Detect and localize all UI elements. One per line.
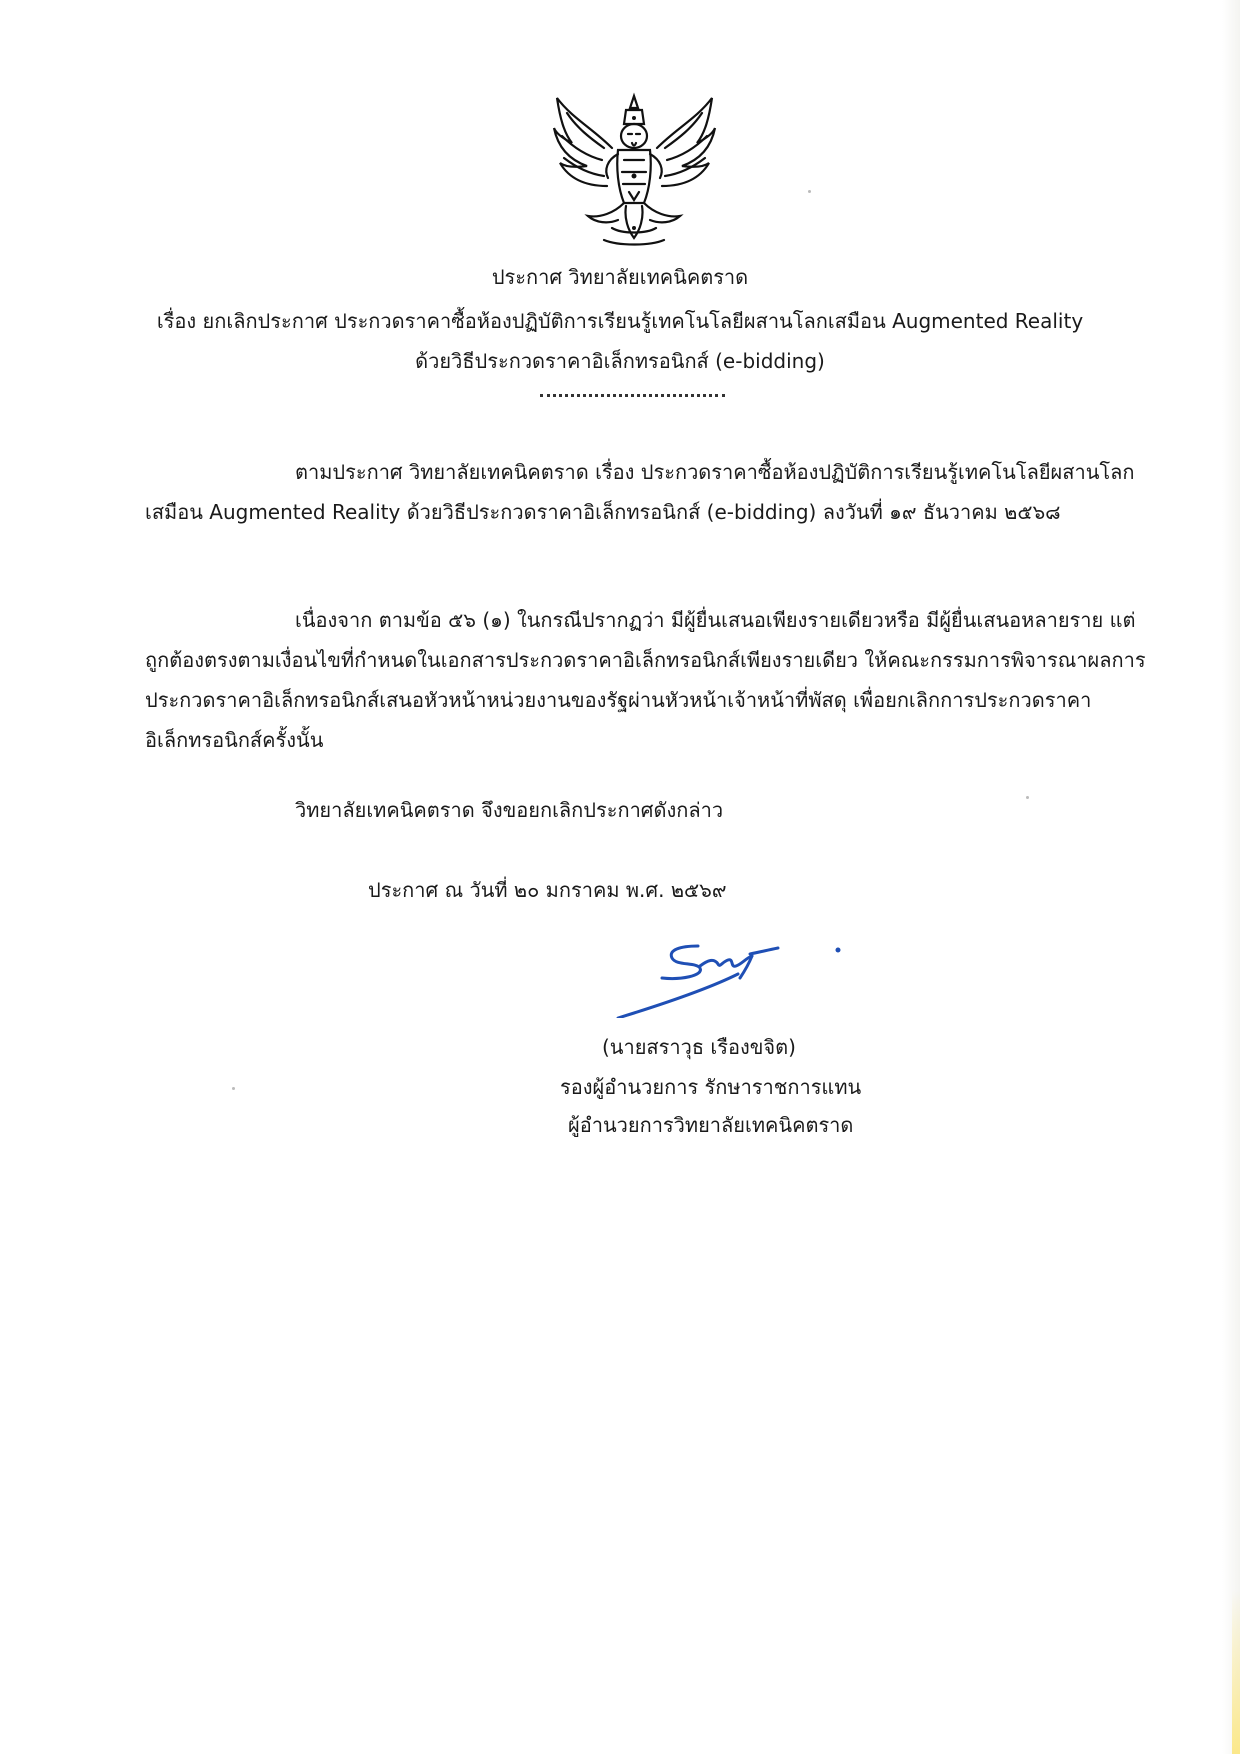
para1-line1: ตามประกาศ วิทยาลัยเทคนิคตราด เรื่อง ประกวดราคาซื้อห้องปฏิบัติการเรียนรู้เทคโนโลยีผสานโลก <box>295 460 1135 484</box>
signatory-name: (นายสราวุธ เรืองขจิต) <box>602 1035 796 1059</box>
scan-speck <box>1026 796 1029 799</box>
announcement-title: ประกาศ วิทยาลัยเทคนิคตราด <box>491 265 749 289</box>
scan-speck <box>808 190 811 193</box>
para2-line3: ประกวดราคาอิเล็กทรอนิกส์เสนอหัวหน้าหน่วยงานของรัฐผ่านหัวหน้าเจ้าหน้าที่พัสดุ เพื่อยกเลิกการประกวดราคา <box>145 688 1092 712</box>
announcement-date: ประกาศ ณ วันที่ ๒๐ มกราคม พ.ศ. ๒๕๖๙ <box>368 878 727 902</box>
announcement-method: ด้วยวิธีประกวดราคาอิเล็กทรอนิกส์ (e-bidding) <box>415 349 825 373</box>
signatory-title-director: ผู้อำนวยการวิทยาลัยเทคนิคตราด <box>568 1113 854 1137</box>
handwritten-signature <box>610 938 860 1018</box>
announcement-subject: เรื่อง ยกเลิกประกาศ ประกวดราคาซื้อห้องปฏิบัติการเรียนรู้เทคโนโลยีผสานโลกเสมือน Augmented Reality <box>156 309 1084 333</box>
para2-line2: ถูกต้องตรงตามเงื่อนไขที่กำหนดในเอกสารประกวดราคาอิเล็กทรอนิกส์เพียงรายเดียว ให้คณะกรรมการพิจารณาผลการ <box>145 648 1146 672</box>
dotted-separator <box>540 388 725 397</box>
para1-line2: เสมือน Augmented Reality ด้วยวิธีประกวดราคาอิเล็กทรอนิกส์ (e-bidding) ลงวันที่ ๑๙ ธันวาคม ๒๕๖๘ <box>145 500 1061 524</box>
scan-edge-tint <box>1232 1590 1240 1754</box>
para2-line1: เนื่องจาก ตามข้อ ๕๖ (๑) ในกรณีปรากฏว่า มีผู้ยื่นเสนอเพียงรายเดียวหรือ มีผู้ยื่นเสนอหลายราย แต่ <box>295 608 1136 632</box>
scan-speck <box>232 1087 235 1090</box>
para2-line4: อิเล็กทรอนิกส์ครั้งนั้น <box>145 728 324 752</box>
para3: วิทยาลัยเทคนิคตราด จึงขอยกเลิกประกาศดังกล่าว <box>295 798 724 822</box>
signatory-title-acting: รองผู้อำนวยการ รักษาราชการแทน <box>560 1075 862 1099</box>
garuda-emblem-icon <box>552 88 717 253</box>
